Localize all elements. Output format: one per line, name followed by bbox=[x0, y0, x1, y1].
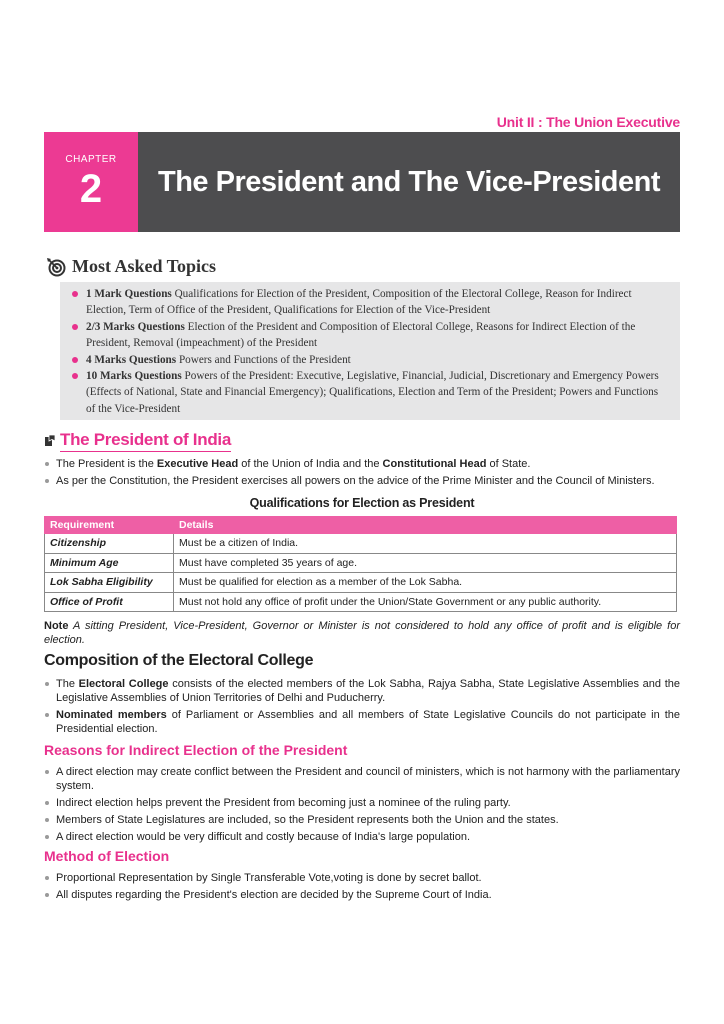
text: The President is the bbox=[56, 458, 157, 470]
list-item bbox=[44, 708, 680, 736]
table-cell: Must be a citizen of India. bbox=[174, 534, 677, 554]
list-item bbox=[68, 319, 670, 352]
table-row bbox=[45, 573, 677, 593]
bookmark-icon bbox=[44, 435, 56, 447]
unit-title: Unit II : The Union Executive bbox=[496, 114, 680, 130]
question-type: 10 Marks Questions bbox=[86, 370, 182, 383]
method-heading: Method of Election bbox=[44, 848, 170, 864]
section-heading bbox=[44, 430, 231, 452]
list-item: All disputes regarding the President's election are decided by the Supreme Court of India. bbox=[44, 888, 680, 902]
table-row bbox=[45, 553, 677, 573]
note-text: A sitting President, Vice-President, Governor or Minister is not considered to hold any office of profit and is eligible for election. bbox=[44, 620, 680, 646]
topic-text: Powers and Functions of the President bbox=[176, 353, 351, 366]
chapter-title: The President and The Vice-President bbox=[157, 165, 660, 198]
table-cell: Citizenship bbox=[45, 534, 174, 554]
reasons-bullets bbox=[44, 765, 680, 844]
text: The bbox=[56, 678, 79, 690]
electoral-college-heading: Composition of the Electoral College bbox=[44, 652, 314, 669]
list-item bbox=[44, 677, 680, 705]
section-title: The President of India bbox=[60, 430, 231, 452]
column-header: Details bbox=[174, 517, 677, 534]
qualifications-table bbox=[44, 516, 677, 612]
question-type: 4 Marks Questions bbox=[86, 353, 177, 366]
text: of Parliament or Assemblies and all members of State Legislative Councils do not participate in the Presidential election. bbox=[56, 709, 681, 735]
topic-text: Election of the President and Composition of Electoral College, Reasons for Indirect Election of the President, Removal (impeachment) of the President bbox=[86, 320, 636, 350]
topic-text: Powers of the President: Executive, Legislative, Financial, Judicial, Discretionary and Emergency Powers (Effects of National, State and Financial Emergency); Qualifications, Election and Term of the President; Powers and Functions of the Vice-President bbox=[86, 370, 659, 415]
text: As per the Constitution, the President exercises all powers on the advice of the Prime Minister and the Council of Ministers. bbox=[56, 475, 655, 487]
list-item: A direct election would be very difficult and costly because of India's large population. bbox=[44, 830, 680, 844]
list-item bbox=[68, 352, 670, 368]
note-label: Note bbox=[44, 620, 69, 632]
bold-term: Constitutional Head bbox=[382, 458, 487, 470]
chapter-label: CHAPTER bbox=[65, 154, 117, 165]
table-row bbox=[45, 592, 677, 612]
list-item bbox=[68, 286, 670, 319]
table-row bbox=[45, 534, 677, 554]
table-cell: Must not hold any office of profit under the Union/State Government or any public authority. bbox=[174, 592, 677, 612]
list-item: A direct election may create conflict between the President and council of ministers, which is not harmony with the parliamentary system. bbox=[44, 765, 680, 793]
target-dart-icon bbox=[46, 257, 66, 277]
note bbox=[44, 619, 680, 647]
table-cell: Must have completed 35 years of age. bbox=[174, 553, 677, 573]
text: consists of the elected members of the Lok Sabha, Rajya Sabha, State Legislative Assemblies and the Legislative Assemblies of Union Territories of Delhi and Puducherry. bbox=[56, 678, 680, 704]
topic-text: Qualifications for Election of the President, Composition of the Electoral College, Reason for Indirect Election, Term of Office of the President, Qualifications for Election of the Vice-President bbox=[86, 288, 632, 317]
most-asked-heading bbox=[46, 256, 216, 277]
text: of State. bbox=[486, 458, 531, 470]
president-bullets bbox=[44, 457, 680, 488]
table-title: Qualifications for Election as President bbox=[249, 496, 475, 510]
text: of the Union of India and the bbox=[238, 458, 383, 470]
method-bullets bbox=[44, 871, 680, 902]
column-header: Requirement bbox=[45, 517, 174, 534]
list-item bbox=[44, 457, 680, 471]
bold-term: Executive Head bbox=[156, 458, 239, 470]
bold-term: Electoral College bbox=[78, 678, 169, 690]
table-cell: Office of Profit bbox=[45, 592, 174, 612]
list-item: Proportional Representation by Single Transferable Vote,voting is done by secret ballot. bbox=[44, 871, 680, 885]
table-header-row bbox=[45, 517, 677, 534]
table-cell: Must be qualified for election as a member of the Lok Sabha. bbox=[174, 573, 677, 593]
table-cell: Lok Sabha Eligibility bbox=[45, 573, 174, 593]
list-item bbox=[68, 368, 670, 417]
electoral-bullets bbox=[44, 677, 680, 736]
most-asked-title: Most Asked Topics bbox=[72, 256, 217, 276]
chapter-number-box bbox=[44, 132, 138, 232]
most-asked-box bbox=[60, 282, 680, 420]
table-cell: Minimum Age bbox=[45, 553, 174, 573]
list-item bbox=[44, 474, 680, 488]
reasons-heading: Reasons for Indirect Election of the President bbox=[44, 742, 348, 758]
chapter-number: 2 bbox=[79, 167, 103, 211]
chapter-title-box bbox=[138, 132, 680, 232]
question-type: 1 Mark Questions bbox=[86, 288, 172, 300]
list-item: Indirect election helps prevent the President from becoming just a nominee of the ruling party. bbox=[44, 796, 680, 810]
bold-term: Nominated members bbox=[56, 709, 167, 721]
list-item: Members of State Legislatures are included, so the President represents both the Union and the states. bbox=[44, 813, 680, 827]
chapter-banner bbox=[44, 132, 680, 232]
question-type: 2/3 Marks Questions bbox=[86, 320, 185, 333]
